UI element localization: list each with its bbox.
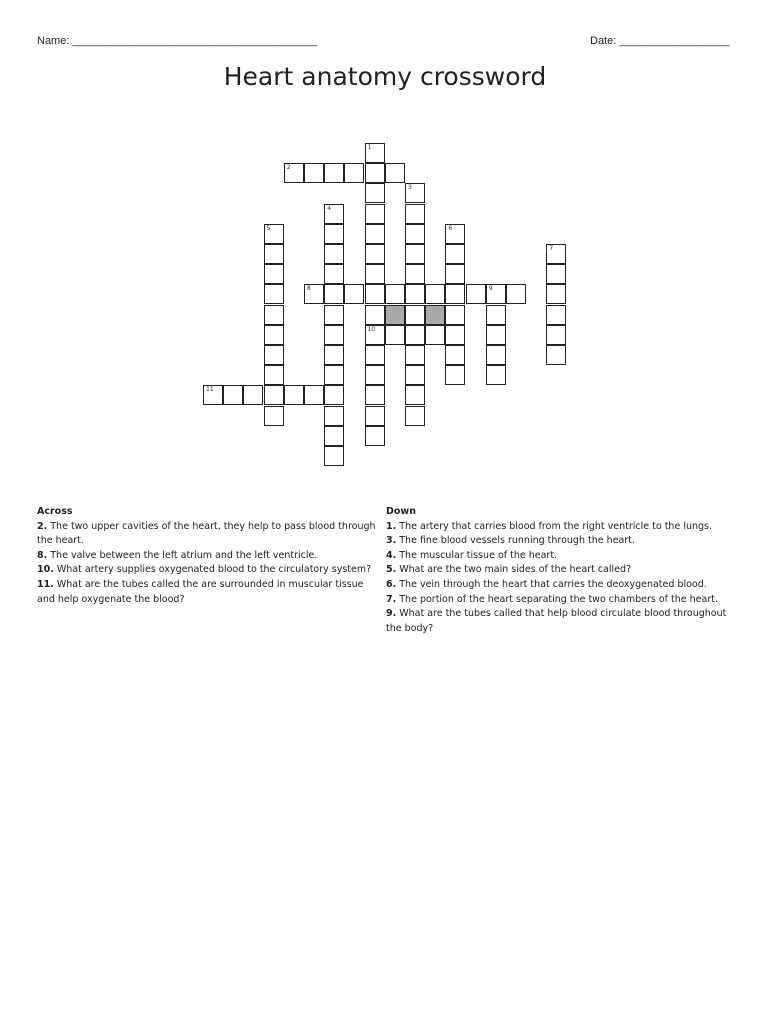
clue-number-label: 4 xyxy=(327,204,332,212)
grid-cell[interactable] xyxy=(264,406,284,426)
grid-cell[interactable] xyxy=(324,325,344,345)
blocked-cell xyxy=(425,305,445,325)
grid-cell[interactable] xyxy=(445,264,465,284)
grid-cell[interactable] xyxy=(445,284,465,304)
grid-cell[interactable] xyxy=(324,244,344,264)
blocked-cell xyxy=(385,305,405,325)
down-clue-number: 9. xyxy=(386,608,397,620)
grid-cell[interactable] xyxy=(405,264,425,284)
grid-cell[interactable] xyxy=(324,264,344,284)
grid-cell[interactable] xyxy=(365,143,385,163)
grid-cell[interactable] xyxy=(365,264,385,284)
name-field-label: Name: ________________________________________ xyxy=(37,35,318,47)
grid-cell[interactable] xyxy=(405,365,425,385)
page-title: Heart anatomy crossword xyxy=(223,62,547,91)
across-clue-list xyxy=(37,520,382,608)
down-clue-number: 4. xyxy=(386,549,397,561)
grid-cell[interactable] xyxy=(486,345,506,365)
grid-cell[interactable] xyxy=(405,345,425,365)
grid-cell[interactable] xyxy=(264,345,284,365)
clue-number-label: 10 xyxy=(367,325,376,333)
clue-number-label: 7 xyxy=(549,245,554,252)
grid-cell[interactable] xyxy=(264,385,284,405)
grid-cell[interactable] xyxy=(466,284,486,304)
grid-cell[interactable] xyxy=(264,284,284,304)
down-clue-text: What are the two main sides of the heart called? xyxy=(396,564,632,576)
down-clue xyxy=(386,607,736,636)
grid-cell[interactable] xyxy=(445,224,465,244)
grid-cell[interactable] xyxy=(264,325,284,345)
down-clue xyxy=(386,593,736,608)
grid-cell[interactable] xyxy=(324,305,344,325)
grid-cell[interactable] xyxy=(405,385,425,405)
grid-cell[interactable] xyxy=(445,305,465,325)
grid-cell[interactable] xyxy=(264,224,284,244)
clue-number-label: 8 xyxy=(307,285,311,293)
grid-cell[interactable] xyxy=(365,244,385,264)
grid-cell[interactable] xyxy=(486,325,506,345)
grid-cell[interactable] xyxy=(405,204,425,224)
grid-cell[interactable] xyxy=(486,305,506,325)
grid-cell[interactable] xyxy=(324,426,344,446)
grid-cell[interactable] xyxy=(264,264,284,284)
clue-number-label: 2 xyxy=(286,164,291,172)
down-clue-number: 7. xyxy=(386,593,397,605)
grid-cell[interactable] xyxy=(405,305,425,325)
grid-cell[interactable] xyxy=(284,385,304,405)
clue-number-label: 1 xyxy=(367,144,372,151)
grid-cell[interactable] xyxy=(546,305,566,325)
grid-cell[interactable] xyxy=(264,305,284,325)
grid-cell[interactable] xyxy=(385,163,405,183)
grid-cell[interactable] xyxy=(445,244,465,264)
crossword-grid xyxy=(0,0,770,480)
grid-cell[interactable] xyxy=(365,224,385,244)
grid-cell[interactable] xyxy=(264,365,284,385)
clue-number-label: 5 xyxy=(266,224,271,232)
grid-cell[interactable] xyxy=(385,325,405,345)
date-field-label: Date: __________________ xyxy=(590,35,730,47)
down-clue-number: 6. xyxy=(386,578,397,590)
grid-cell[interactable] xyxy=(365,204,385,224)
grid-cell[interactable] xyxy=(365,284,385,304)
down-clue-list xyxy=(386,520,736,637)
across-clue-number: 11. xyxy=(37,578,54,590)
down-clue-text: The portion of the heart separating the two chambers of the heart. xyxy=(396,593,718,605)
down-clue xyxy=(386,520,736,535)
across-heading: Across xyxy=(37,506,73,517)
across-clue xyxy=(37,578,382,607)
down-clue xyxy=(386,549,736,564)
down-clues xyxy=(386,505,736,636)
grid-cell[interactable] xyxy=(546,284,566,304)
across-clue-number: 10. xyxy=(37,564,54,576)
clue-number-label: 9 xyxy=(488,285,493,293)
grid-cell[interactable] xyxy=(324,385,344,405)
down-clue-text: The muscular tissue of the heart. xyxy=(396,549,558,561)
grid-cell[interactable] xyxy=(304,385,324,405)
across-clue xyxy=(37,563,382,578)
grid-cell[interactable] xyxy=(405,325,425,345)
grid-cell[interactable] xyxy=(445,365,465,385)
grid-cell[interactable] xyxy=(365,183,385,203)
grid-cell[interactable] xyxy=(304,284,324,304)
grid-cell[interactable] xyxy=(324,345,344,365)
grid-cell[interactable] xyxy=(324,163,344,183)
grid-cell[interactable] xyxy=(425,284,445,304)
grid-cell[interactable] xyxy=(304,163,324,183)
grid-cell[interactable] xyxy=(365,305,385,325)
grid-cell[interactable] xyxy=(546,325,566,345)
clue-number-label: 6 xyxy=(448,224,453,232)
grid-cell[interactable] xyxy=(365,426,385,446)
down-clue xyxy=(386,563,736,578)
across-clue-number: 8. xyxy=(37,549,48,561)
across-clue-text: What artery supplies oxygenated blood to the circulatory system? xyxy=(53,564,372,576)
down-clue-number: 3. xyxy=(386,535,397,547)
across-clue xyxy=(37,520,382,549)
grid-cell[interactable] xyxy=(486,365,506,385)
clue-number-label: 3 xyxy=(408,184,412,192)
down-heading: Down xyxy=(386,506,416,517)
grid-cell[interactable] xyxy=(365,385,385,405)
grid-cell[interactable] xyxy=(344,284,364,304)
grid-cell[interactable] xyxy=(344,163,364,183)
grid-cell[interactable] xyxy=(546,345,566,365)
grid-cell[interactable] xyxy=(324,365,344,385)
down-clue-text: The artery that carries blood from the right ventricle to the lungs. xyxy=(396,520,712,532)
grid-cell[interactable] xyxy=(546,244,566,264)
grid-cell[interactable] xyxy=(486,284,506,304)
grid-cell[interactable] xyxy=(445,325,465,345)
down-clue xyxy=(386,534,736,549)
grid-cell[interactable] xyxy=(425,325,445,345)
across-clue-number: 2. xyxy=(37,520,48,532)
grid-cell[interactable] xyxy=(243,385,263,405)
across-clue-text: The two upper cavities of the heart, they help to pass blood through the heart. xyxy=(37,520,376,547)
grid-cell[interactable] xyxy=(405,284,425,304)
grid-cell[interactable] xyxy=(324,284,344,304)
down-clue-number: 5. xyxy=(386,564,397,576)
grid-cell[interactable] xyxy=(405,183,425,203)
grid-cell[interactable] xyxy=(324,204,344,224)
grid-cell[interactable] xyxy=(324,224,344,244)
down-clue-text: The vein through the heart that carries the deoxygenated blood. xyxy=(396,578,707,590)
clue-number-label: 11 xyxy=(206,386,214,394)
down-clue-text: The fine blood vessels running through the heart. xyxy=(396,535,635,547)
grid-cell[interactable] xyxy=(324,446,344,466)
grid-cell[interactable] xyxy=(385,284,405,304)
down-clue xyxy=(386,578,736,593)
grid-cell[interactable] xyxy=(546,264,566,284)
across-clue xyxy=(37,549,382,564)
grid-cell[interactable] xyxy=(223,385,243,405)
grid-cell[interactable] xyxy=(405,244,425,264)
grid-cell[interactable] xyxy=(365,406,385,426)
across-clue-text: The valve between the left atrium and the left ventricle. xyxy=(47,549,318,561)
down-clue-text: What are the tubes called that help blood circulate blood throughout the body? xyxy=(386,608,727,634)
grid-cell[interactable] xyxy=(365,345,385,365)
grid-cell[interactable] xyxy=(365,163,385,183)
grid-cell[interactable] xyxy=(445,345,465,365)
grid-cell[interactable] xyxy=(324,406,344,426)
grid-cell[interactable] xyxy=(203,385,223,405)
grid-cell[interactable] xyxy=(405,224,425,244)
grid-cell[interactable] xyxy=(284,163,304,183)
down-clue-number: 1. xyxy=(386,520,397,532)
grid-cell[interactable] xyxy=(264,244,284,264)
grid-cell[interactable] xyxy=(365,325,385,345)
grid-cell[interactable] xyxy=(405,406,425,426)
grid-cell[interactable] xyxy=(365,365,385,385)
across-clues xyxy=(37,505,382,607)
across-clue-text: What are the tubes called the are surrounded in muscular tissue and help oxygenate the blood? xyxy=(37,578,364,605)
grid-cell[interactable] xyxy=(506,284,526,304)
